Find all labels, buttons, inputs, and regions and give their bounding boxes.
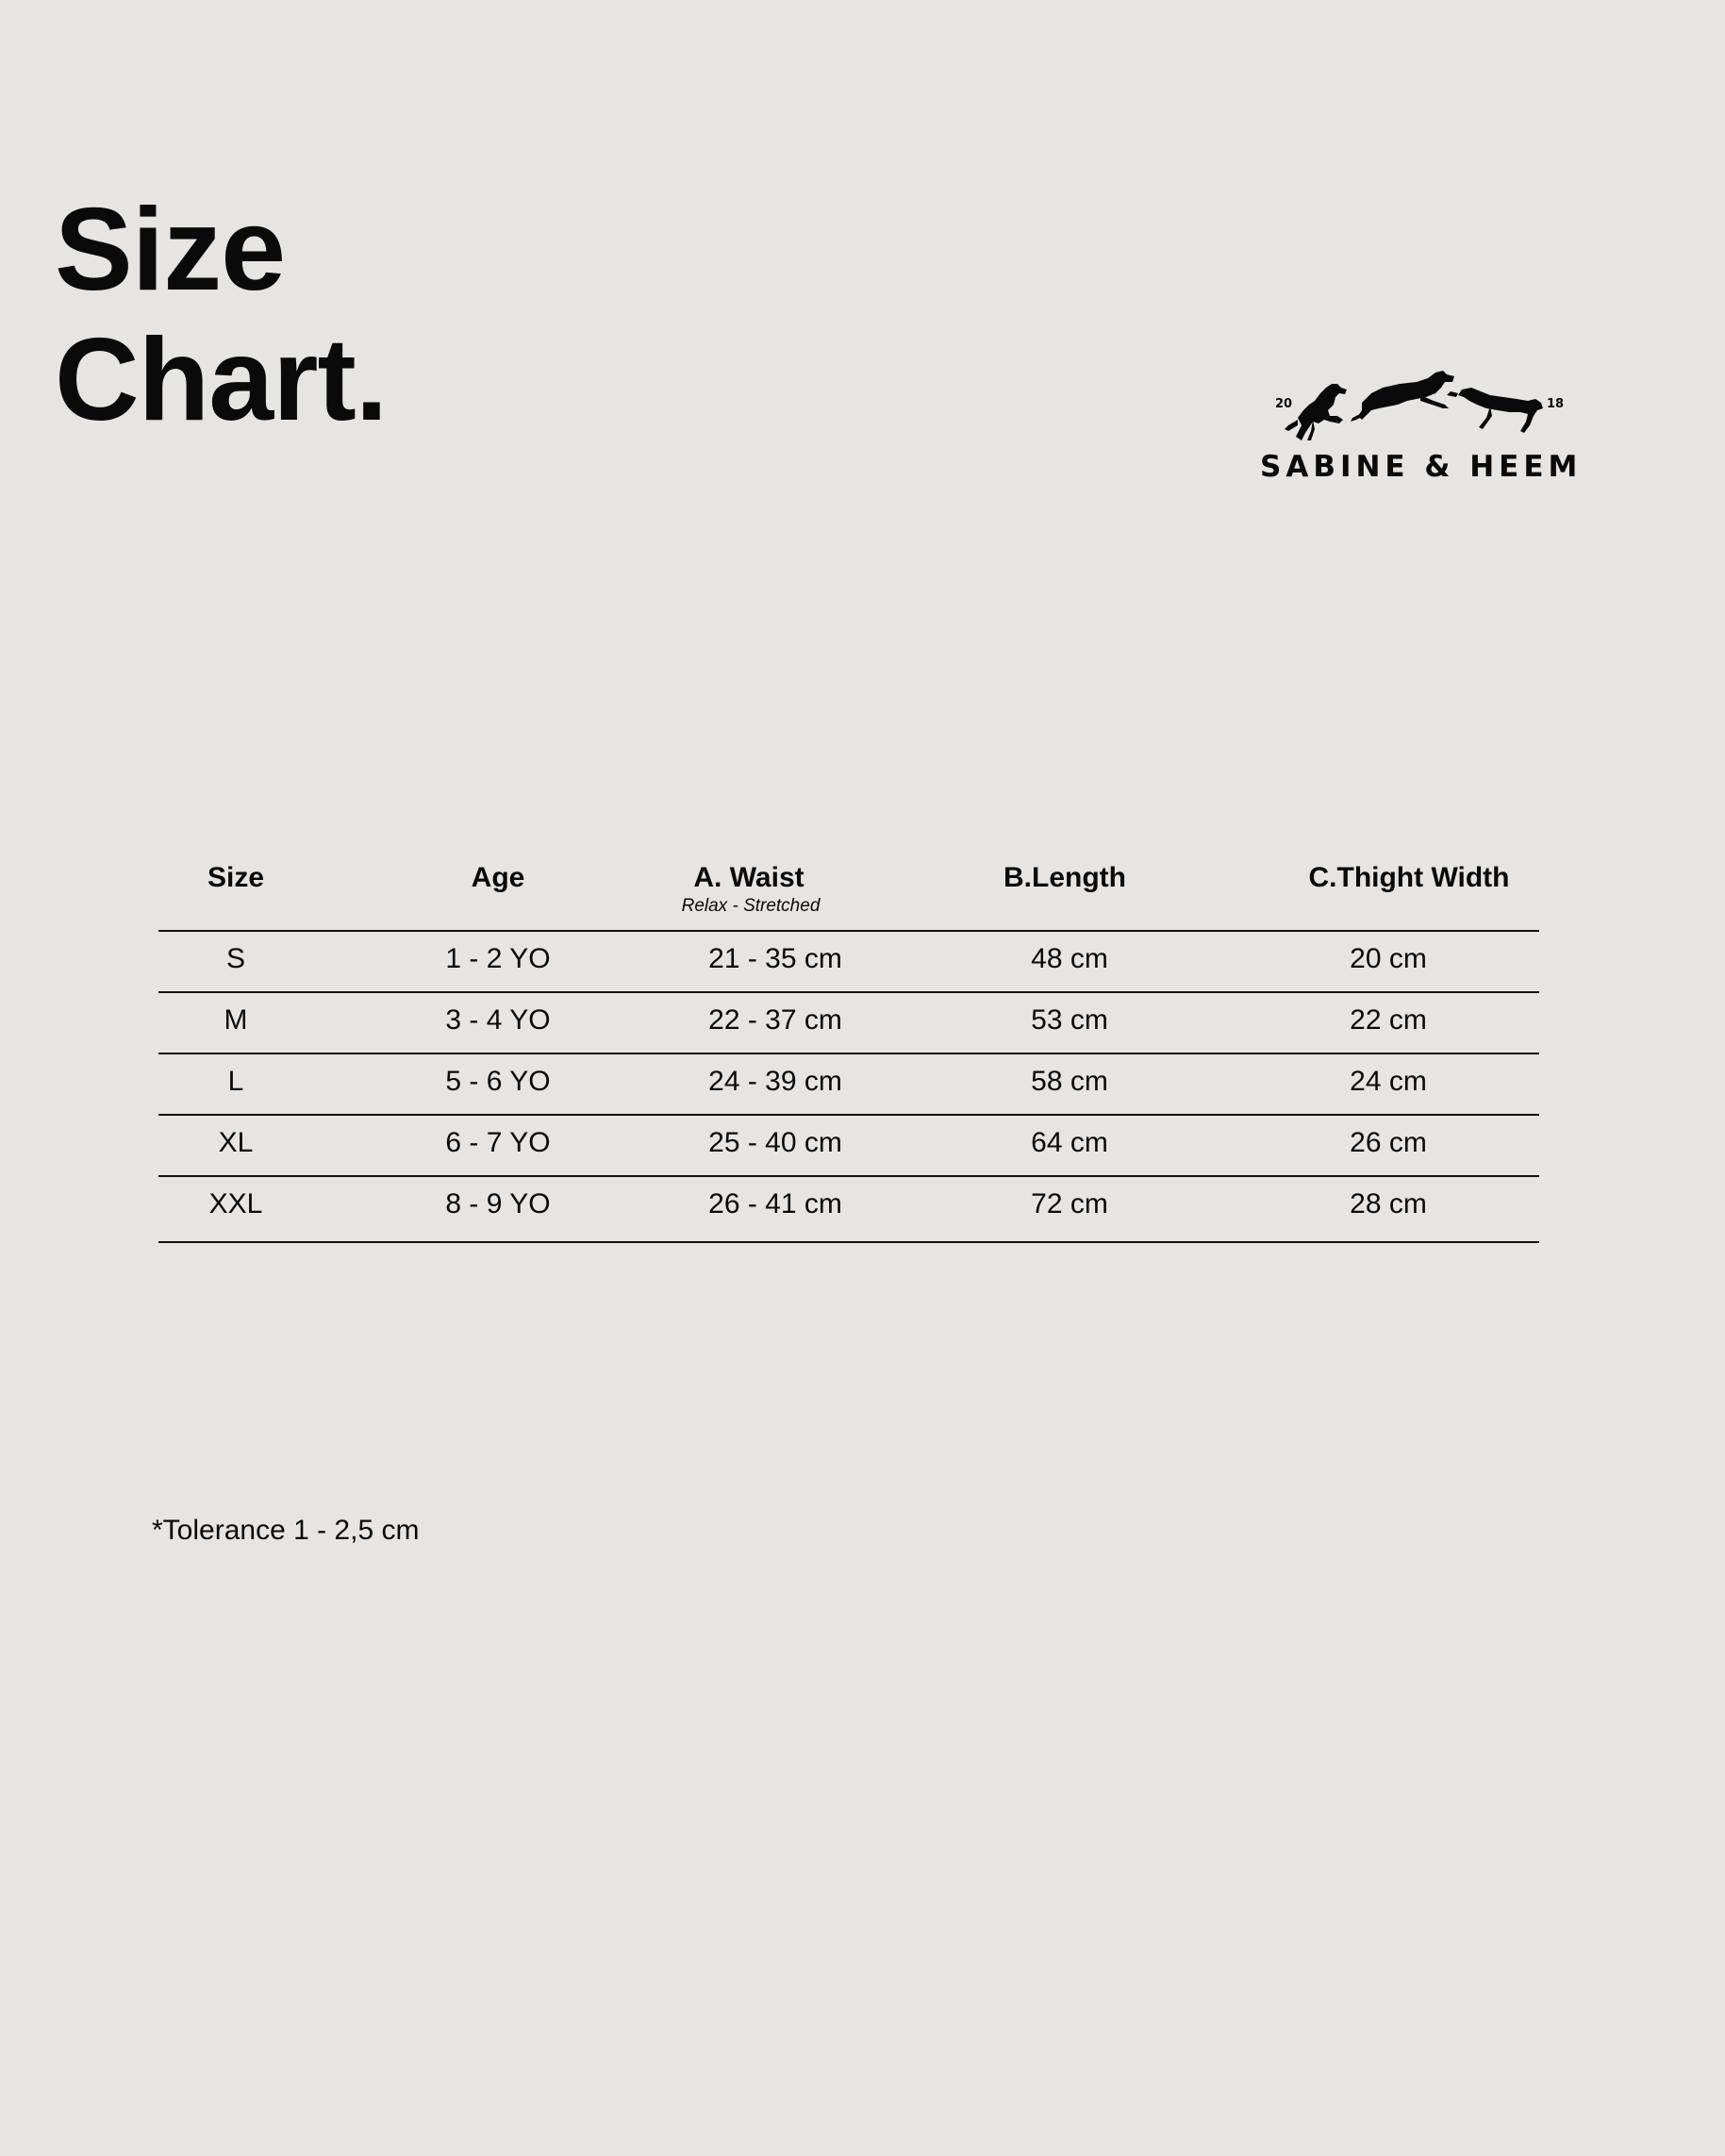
cell-waist: 24 - 39 cm bbox=[708, 1066, 842, 1097]
cell-length: 53 cm bbox=[1031, 1004, 1108, 1036]
header-length: B.Length bbox=[1003, 862, 1126, 893]
header-size: Size bbox=[207, 862, 265, 893]
cell-age: 1 - 2 YO bbox=[445, 943, 551, 974]
header-thigh-width: C.Thight Width bbox=[1308, 862, 1510, 893]
size-table bbox=[158, 849, 1539, 1243]
cell-length: 58 cm bbox=[1031, 1066, 1108, 1097]
title-line-1: Size bbox=[55, 185, 286, 315]
horses-jumping-logo-icon bbox=[1260, 363, 1571, 448]
cell-size: XXL bbox=[208, 1188, 263, 1219]
cell-age: 8 - 9 YO bbox=[445, 1188, 551, 1219]
cell-length: 72 cm bbox=[1031, 1188, 1108, 1219]
cell-thigh: 26 cm bbox=[1350, 1127, 1427, 1158]
cell-waist: 25 - 40 cm bbox=[708, 1127, 842, 1158]
title-line-2: Chart. bbox=[55, 315, 388, 445]
cell-age: 5 - 6 YO bbox=[445, 1066, 551, 1097]
cell-size: S bbox=[225, 943, 246, 974]
cell-age: 6 - 7 YO bbox=[445, 1127, 551, 1158]
table-row bbox=[158, 1054, 1539, 1116]
table-row bbox=[158, 993, 1539, 1054]
cell-thigh: 24 cm bbox=[1350, 1066, 1427, 1097]
brand-logo bbox=[1260, 363, 1583, 486]
cell-waist: 26 - 41 cm bbox=[708, 1188, 842, 1219]
table-row bbox=[158, 1177, 1539, 1243]
cell-thigh: 28 cm bbox=[1350, 1188, 1427, 1219]
table-header bbox=[158, 849, 1539, 932]
logo-year-left: 20 bbox=[1275, 397, 1293, 411]
header-waist-subtitle: Relax - Stretched bbox=[681, 896, 821, 916]
cell-length: 64 cm bbox=[1031, 1127, 1108, 1158]
cell-waist: 22 - 37 cm bbox=[708, 1004, 842, 1036]
cell-thigh: 20 cm bbox=[1350, 943, 1427, 974]
cell-age: 3 - 4 YO bbox=[445, 1004, 551, 1036]
tolerance-note: *Tolerance 1 - 2,5 cm bbox=[152, 1515, 420, 1546]
cell-length: 48 cm bbox=[1031, 943, 1108, 974]
brand-wordmark: SABINE & HEEM bbox=[1260, 450, 1583, 484]
cell-size: M bbox=[224, 1004, 248, 1036]
table-row bbox=[158, 1116, 1539, 1177]
header-age: Age bbox=[471, 862, 525, 893]
logo-year-right: 18 bbox=[1547, 397, 1565, 411]
cell-waist: 21 - 35 cm bbox=[708, 943, 842, 974]
header-waist: A. Waist bbox=[693, 862, 804, 893]
table-row bbox=[158, 932, 1539, 993]
cell-thigh: 22 cm bbox=[1350, 1004, 1427, 1036]
cell-size: L bbox=[227, 1066, 244, 1097]
page-title bbox=[55, 185, 387, 445]
cell-size: XL bbox=[218, 1127, 254, 1158]
